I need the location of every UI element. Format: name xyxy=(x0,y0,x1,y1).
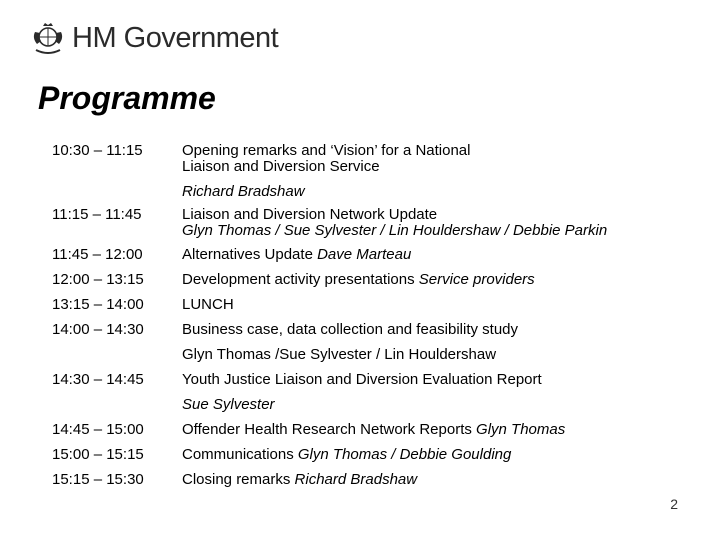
row-time: 11:15 – 11:45 xyxy=(52,206,142,223)
page-title: Programme xyxy=(38,80,216,116)
row-speaker: Glyn Thomas / Debbie Goulding xyxy=(297,446,512,463)
row-time: 10:30 – 11:15 xyxy=(52,142,143,159)
row-description xyxy=(182,472,702,488)
row-speaker: Dave Marteau xyxy=(317,246,412,263)
row-time: 14:00 – 14:30 xyxy=(52,321,144,338)
row-speaker: Richard Bradshaw xyxy=(182,183,305,200)
row-speaker: Service providers xyxy=(418,271,535,288)
row-time: 14:30 – 14:45 xyxy=(52,371,144,388)
row-speaker: Glyn Thomas xyxy=(476,421,566,438)
row-desc-line: Communications xyxy=(182,446,294,463)
row-speaker: Glyn Thomas / Sue Sylvester / Lin Houldershaw / Debbie Parkin xyxy=(182,222,608,239)
row-time: 15:00 – 15:15 xyxy=(52,446,144,463)
row-desc-line: Youth Justice Liaison and Diversion Evaluation Report xyxy=(182,371,542,388)
row-speaker: Glyn Thomas /Sue Sylvester / Lin Houldershaw xyxy=(182,346,497,363)
row-time: 13:15 – 14:00 xyxy=(52,296,144,313)
row-time: 11:45 – 12:00 xyxy=(52,246,143,263)
row-desc-line: Offender Health Research Network Reports xyxy=(182,421,472,438)
row-desc-line: LUNCH xyxy=(182,296,234,313)
row-description xyxy=(182,447,702,463)
royal-coat-of-arms-icon xyxy=(30,20,66,56)
row-description xyxy=(182,322,702,363)
row-description xyxy=(182,207,702,239)
row-speaker: Richard Bradshaw xyxy=(294,471,418,488)
hm-government-logo xyxy=(30,18,278,58)
row-desc-line: Liaison and Diversion Network Update xyxy=(182,206,438,223)
row-desc-line: Alternatives Update xyxy=(182,246,313,263)
row-speaker: Sue Sylvester xyxy=(182,396,275,413)
row-time: 12:00 – 13:15 xyxy=(52,271,144,288)
row-desc-line: Closing remarks xyxy=(182,471,291,488)
row-time: 15:15 – 15:30 xyxy=(52,471,144,488)
page-number: 2 xyxy=(670,496,678,512)
row-desc-line: Liaison and Diversion Service xyxy=(182,158,380,175)
row-time: 14:45 – 15:00 xyxy=(52,421,144,438)
row-desc-line: Business case, data collection and feasibility study xyxy=(182,321,519,338)
row-description xyxy=(182,297,702,313)
logo-text: HM Government xyxy=(72,22,279,54)
row-description xyxy=(182,272,702,288)
row-desc-line: Opening remarks and ‘Vision’ for a National xyxy=(182,142,471,159)
row-description xyxy=(182,422,702,438)
row-description xyxy=(182,247,702,263)
row-desc-line: Development activity presentations xyxy=(182,271,415,288)
row-description xyxy=(182,143,702,200)
row-description xyxy=(182,372,702,413)
